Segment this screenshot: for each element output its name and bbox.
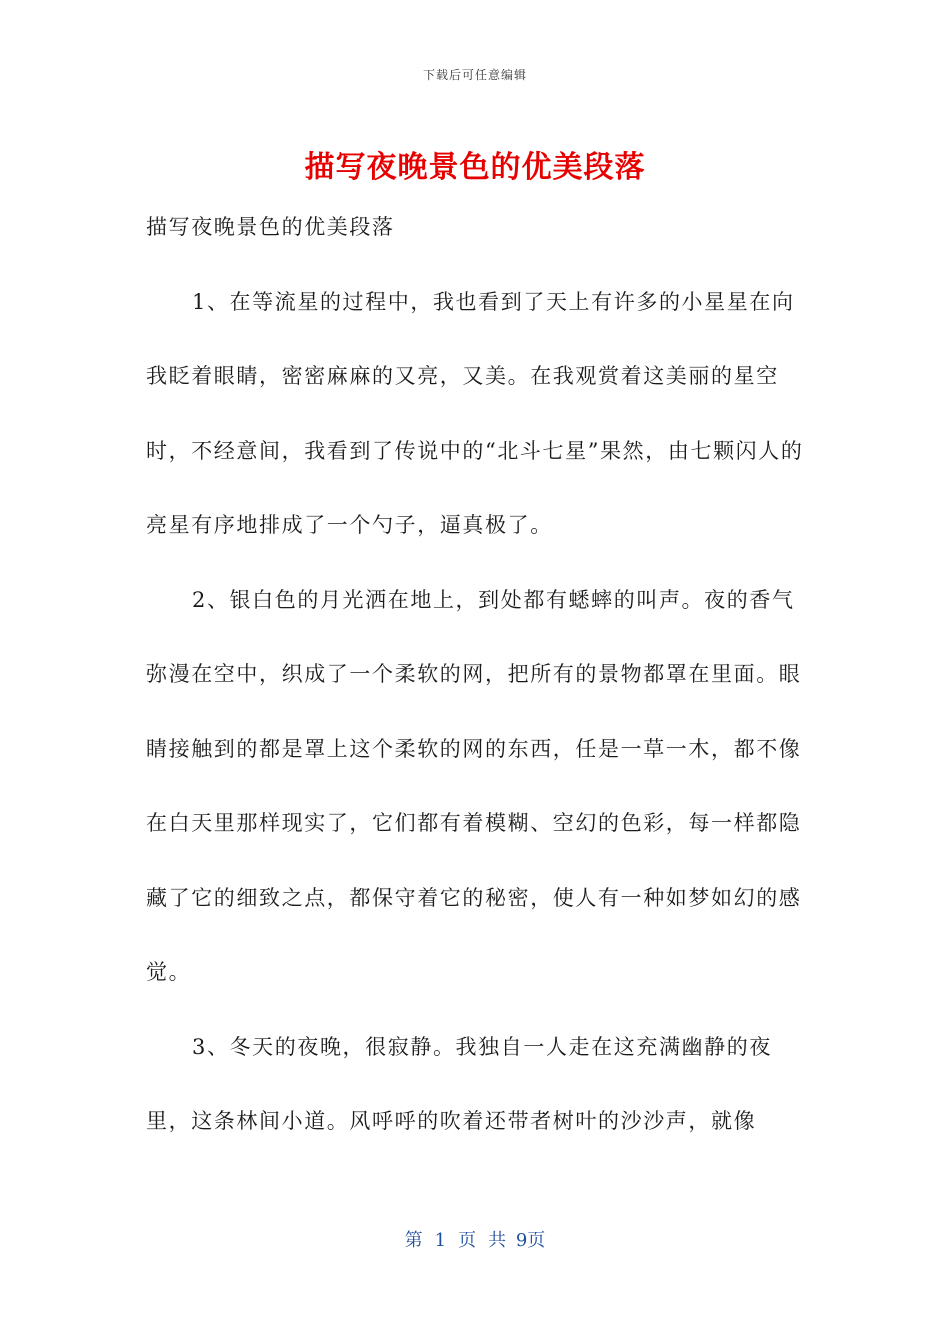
document-subtitle: 描写夜晚景色的优美段落 (146, 215, 395, 239)
page-label-mid: 页 (458, 1230, 477, 1251)
document-body (146, 190, 806, 1159)
page-total: 共 9页 (488, 1230, 546, 1251)
paragraph-3: 3、冬天的夜晚，很寂静。我独自一人走在这充满幽静的夜里，这条林间小道。风呼呼的吹着还带者树叶的沙沙声，就像 (146, 1034, 772, 1133)
page-number (0, 1226, 950, 1252)
document-title: 描写夜晚景色的优美段落 (304, 150, 646, 185)
page-current: 1 (434, 1230, 447, 1251)
paragraph-2: 2、银白色的月光洒在地上，到处都有蟋蟀的叫声。夜的香气弥漫在空中，织成了一个柔软的网，把所有的景物都罩在里面。眼睛接触到的都是罩上这个柔软的网的东西，任是一草一木，都不像在白天里那样现实了，它们都有着模糊、空幻的色彩，每一样都隐藏了它的细致之点，都保守着它的秘密，使人有一种如梦如幻的感觉。 (146, 587, 802, 984)
paragraph-1: 1、在等流星的过程中，我也看到了天上有许多的小星星在向我眨着眼睛，密密麻麻的又亮，又美。在我观赏着这美丽的星空时，不经意间，我看到了传说中的“北斗七星”果然，由七颗闪人的亮星有序地排成了一个勺子，逼真极了。 (146, 289, 804, 537)
header-note: 下载后可任意编辑 (422, 68, 527, 82)
page-label-prefix: 第 (404, 1230, 423, 1251)
